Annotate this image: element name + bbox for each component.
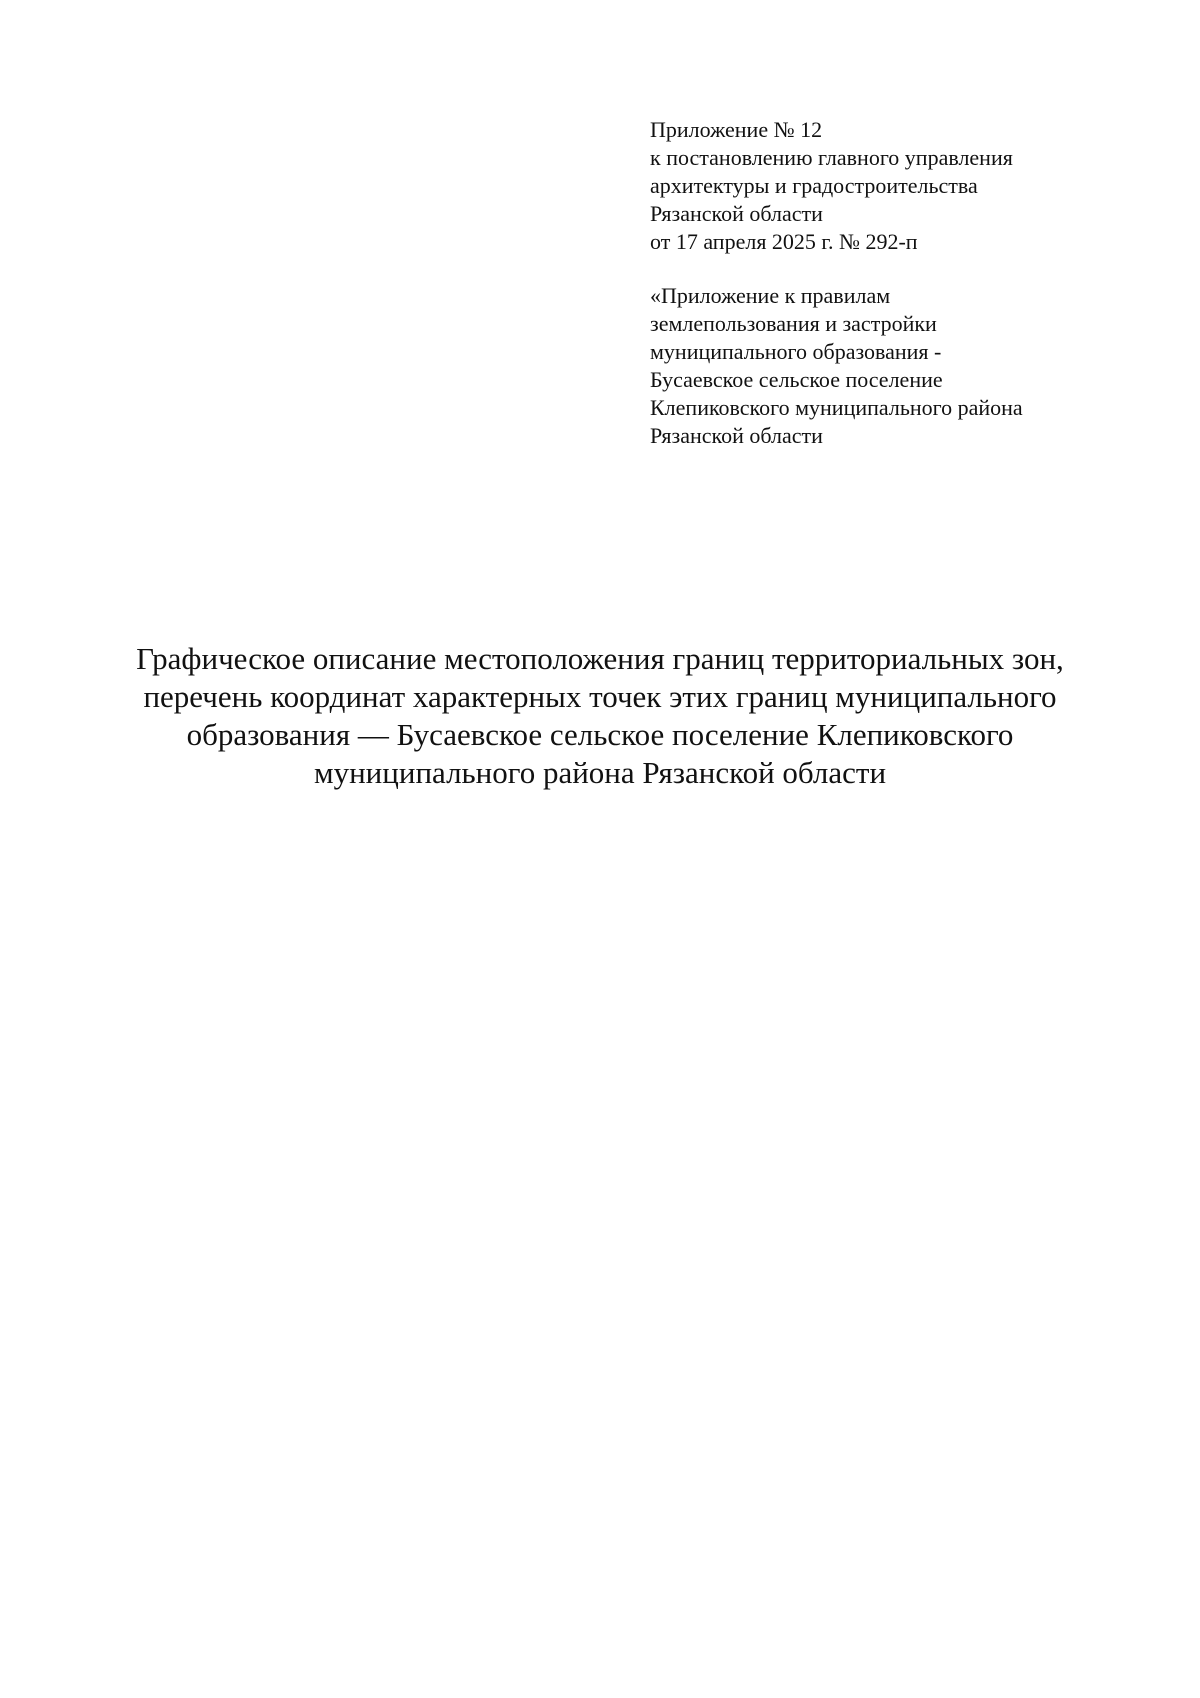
title-line: перечень координат характерных точек этих границ муниципального	[143, 679, 1057, 714]
appendix-authority-line: архитектуры и градостроительства	[650, 173, 978, 198]
document-title	[100, 640, 1100, 792]
appendix-region-line: Рязанской области	[650, 201, 823, 226]
appendix-decree-line: к постановлению главного управления	[650, 145, 1013, 170]
rules-appendix-line: Бусаевское сельское поселение	[650, 367, 943, 392]
title-line: образования — Бусаевское сельское поселение Клепиковского	[186, 717, 1014, 752]
rules-appendix-line: муниципального образования -	[650, 339, 942, 364]
rules-appendix-header	[650, 282, 1150, 450]
rules-appendix-line: Клепиковского муниципального района	[650, 395, 1023, 420]
rules-appendix-line: Рязанской области	[650, 423, 823, 448]
rules-appendix-line: «Приложение к правилам	[650, 283, 891, 308]
title-line: Графическое описание местоположения границ территориальных зон,	[136, 641, 1064, 676]
title-line: муниципального района Рязанской области	[313, 755, 887, 790]
appendix-date-number: от 17 апреля 2025 г. № 292-п	[650, 229, 918, 254]
appendix-header	[650, 116, 1150, 256]
appendix-number: Приложение № 12	[650, 117, 823, 142]
rules-appendix-line: землепользования и застройки	[650, 311, 937, 336]
